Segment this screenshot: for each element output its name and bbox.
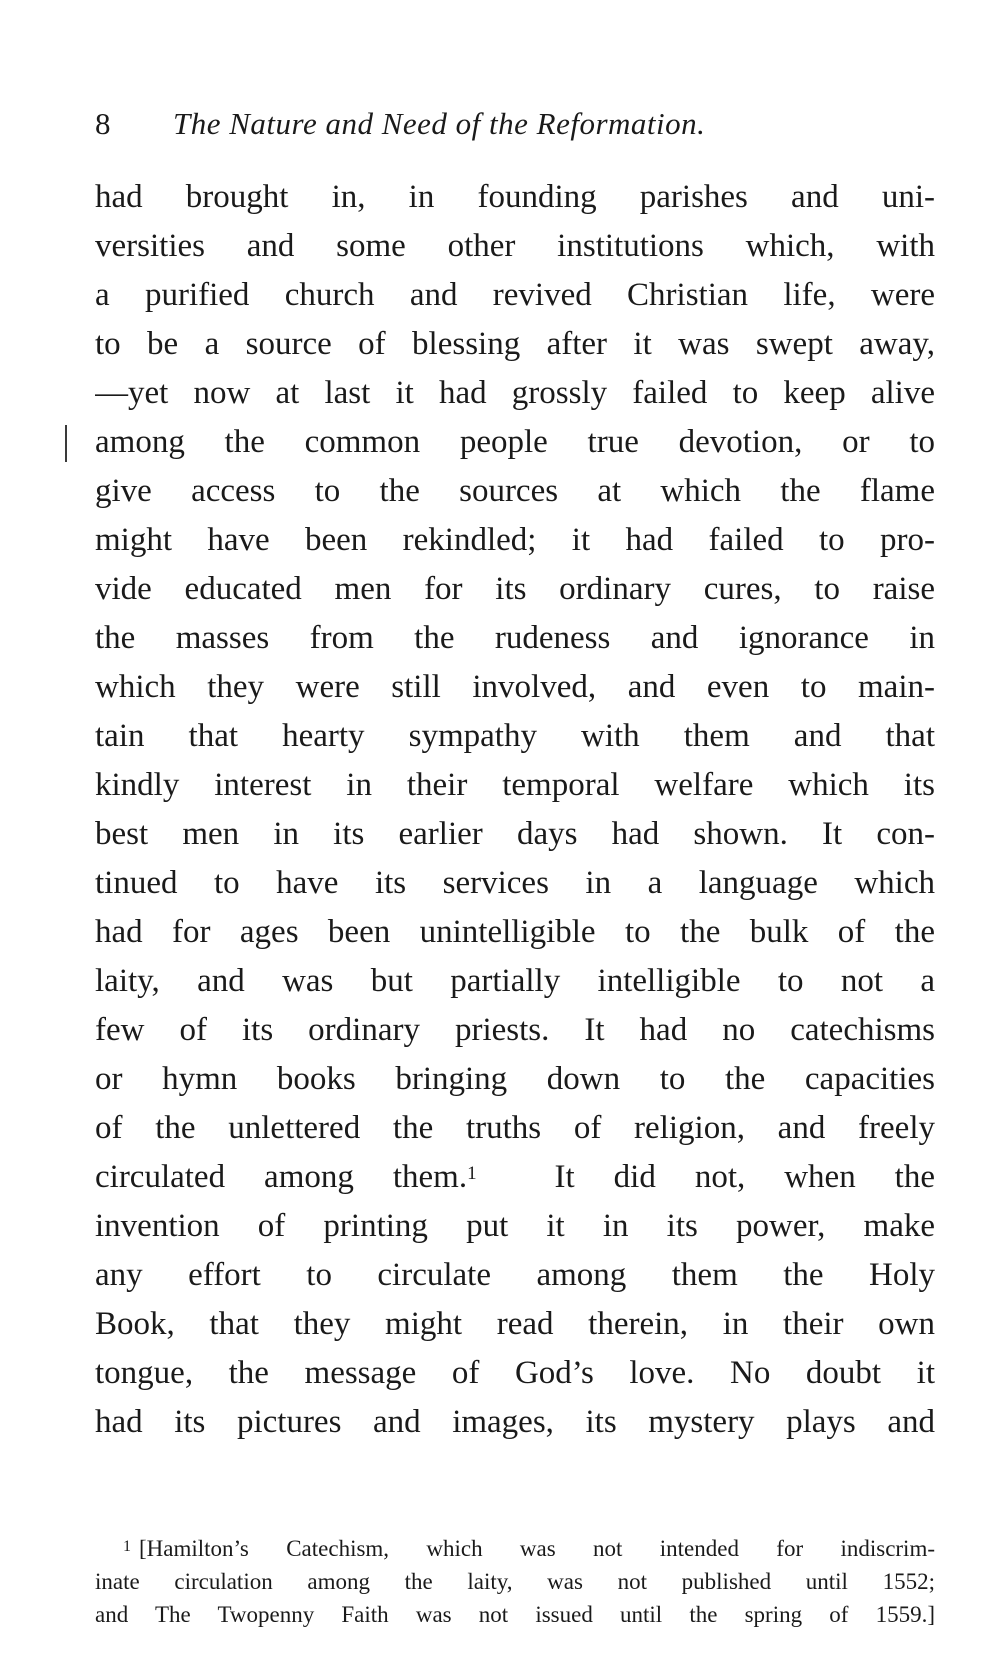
- footnote-line: inate circulation among the laity, was not published until 1552;: [95, 1569, 935, 1594]
- running-title: The Nature and Need of the Reformation.: [173, 106, 706, 141]
- body-line: to be a source of blessing after it was swept away,: [95, 326, 935, 362]
- footnote-line: [95, 1532, 935, 1565]
- body-line: —yet now at last it had grossly failed to keep alive: [95, 375, 935, 411]
- body-line: versities and some other institutions which, with: [95, 228, 935, 264]
- body-text: [95, 173, 935, 1447]
- footnote-line: and The Twopenny Faith was not issued until the spring of 1559.]: [95, 1602, 935, 1627]
- footnote-marker: 1: [123, 1538, 131, 1555]
- body-line: tain that hearty sympathy with them and that: [95, 718, 935, 754]
- footnote-call-before: circulated among them.: [95, 1159, 468, 1195]
- footnote-call-after: It did not, when the: [476, 1159, 935, 1195]
- footnote-reference: 1: [467, 1163, 477, 1184]
- body-line: a purified church and revived Christian life, were: [95, 277, 935, 313]
- body-line: of the unlettered the truths of religion, and freely: [95, 1110, 935, 1146]
- body-line: few of its ordinary priests. It had no catechisms: [95, 1012, 935, 1048]
- running-head: [95, 104, 935, 144]
- margin-mark: [65, 425, 67, 462]
- body-line: had its pictures and images, its mystery plays and: [95, 1404, 935, 1440]
- body-line: tongue, the message of God’s love. No doubt it: [95, 1355, 935, 1391]
- body-line: tinued to have its services in a language which: [95, 865, 935, 901]
- body-line: had brought in, in founding parishes and uni-: [95, 179, 935, 215]
- body-line: which they were still involved, and even to main-: [95, 669, 935, 705]
- body-line-footnote-call: [95, 1153, 935, 1202]
- body-line: vide educated men for its ordinary cures, to raise: [95, 571, 935, 607]
- page-number: 8: [95, 106, 111, 141]
- body-line: had for ages been unintelligible to the bulk of the: [95, 914, 935, 950]
- footnote-line-text: [Hamilton’s Catechism, which was not intended for indiscrim-: [139, 1536, 935, 1561]
- body-line: kindly interest in their temporal welfare which its: [95, 767, 935, 803]
- body-line: give access to the sources at which the flame: [95, 473, 935, 509]
- footnote: [95, 1532, 935, 1631]
- body-line: best men in its earlier days had shown. It con-: [95, 816, 935, 852]
- body-line: Book, that they might read therein, in their own: [95, 1306, 935, 1342]
- body-line: any effort to circulate among them the Holy: [95, 1257, 935, 1293]
- body-line: the masses from the rudeness and ignorance in: [95, 620, 935, 656]
- body-line: or hymn books bringing down to the capacities: [95, 1061, 935, 1097]
- body-line: among the common people true devotion, or to: [95, 424, 935, 460]
- body-line: laity, and was but partially intelligible to not a: [95, 963, 935, 999]
- body-line: might have been rekindled; it had failed to pro-: [95, 522, 935, 558]
- body-line: invention of printing put it in its power, make: [95, 1208, 935, 1244]
